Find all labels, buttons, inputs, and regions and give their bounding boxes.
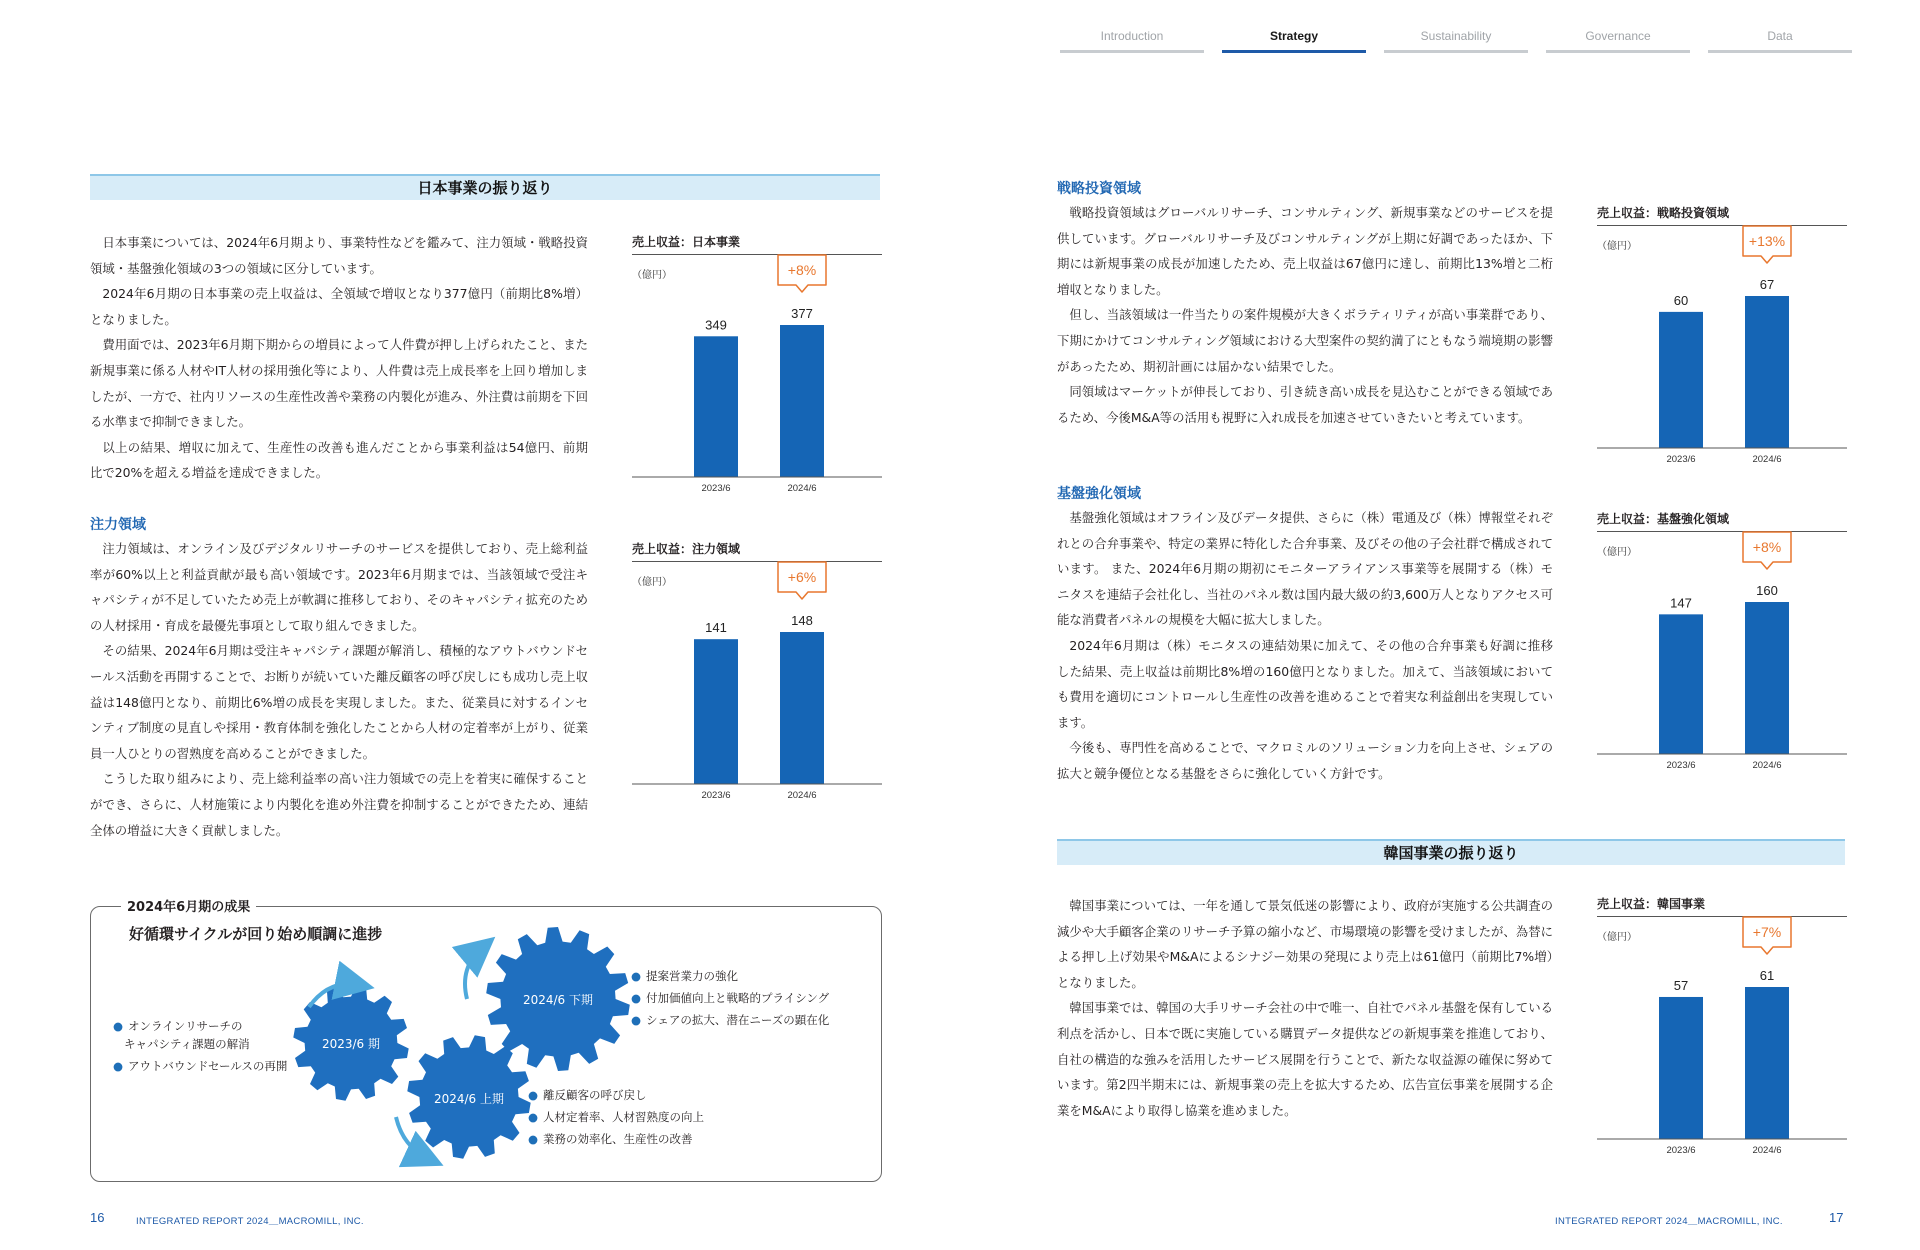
growth-badge-label: +7% [1752, 924, 1782, 940]
gear-label-2023: 2023/6 期 [321, 1037, 381, 1051]
paragraph: 基盤強化領域はオフライン及びデータ提供、さらに（株）電通及び（株）博報堂それぞれとの合弁事業や、特定の業界に特化した合弁事業、及びその他の子会社群で構成されています。 また、2024年6月期の期初にモニターアライアンス事業等を展開する（株）モニタスを連結子会社化し、当社のパネル数は国内最大級の約3,600万人となりアクセス可能な消費者パネルの規模を大幅に拡大しました。 [1057, 510, 1553, 628]
bar-2023-6 [1659, 997, 1703, 1139]
paragraph: 費用面では、2023年6月期下期からの増員によって人件費が押し上げられたこと、また新規事業に係る人材やIT人材の採用強化等により、人件費は売上成長率を上回り増加しましたが、一方で、社内リソースの生産性改善や業務の内製化が進み、外注費は前期を下回る水準まで抑制できました。 [90, 337, 588, 430]
results-box [90, 900, 882, 1182]
paragraph: 以上の結果、増収に加えて、生産性の改善も進んだことから事業利益は54億円、前期比で20%を超える増益を達成できました。 [90, 439, 588, 481]
bar-2024-6 [780, 325, 824, 477]
focus-heading: 注力領域 [90, 517, 146, 533]
bar-2023-6 [694, 639, 738, 784]
tab-governance[interactable]: Governance [1546, 28, 1690, 53]
chart-title: 売上収益：基盤強化領域 [1597, 512, 1730, 526]
chart-title: 売上収益：注力領域 [632, 542, 741, 556]
gear-label-2024-h2: 2024/6 下期 [522, 993, 594, 1007]
chart-title: 売上収益：韓国事業 [1597, 897, 1706, 911]
chart-korea [1597, 895, 1847, 1165]
paragraph: 日本事業については、2024年6月期より、事業特性などを鑑みて、注力領域・戦略投資領域・基盤強化領域の3つの領域に区分しています。 [90, 235, 588, 276]
chart-title: 売上収益：日本事業 [632, 235, 741, 249]
bar-value-label: 141 [705, 620, 727, 636]
list-item: キャパシティ課題の解消 [124, 1037, 250, 1051]
growth-badge-label: +8% [1752, 539, 1782, 555]
korea-body [1057, 893, 1553, 1123]
bar-value-label: 61 [1759, 968, 1775, 983]
category-label: 2023/6 [701, 790, 731, 801]
list-item: ● アウトバウンドセールスの再開 [113, 1059, 288, 1073]
japan-section-banner: 日本事業の振り返り [90, 174, 880, 200]
bullets-mid [528, 1084, 704, 1150]
bar-chart [1597, 895, 1847, 1165]
paragraph: 韓国事業については、一年を通して景気低迷の影響により、政府が実施する公共調査の減少や大手顧客企業のリサーチ予算の縮小など、市場環境の影響を受けましたが、為替による押し上げ効果やM&Aによるシナジー効果の発現により売上は61億円（前期比7%増）となりました。 [1057, 898, 1553, 990]
growth-badge-label: +8% [787, 262, 817, 278]
japan-body [90, 230, 588, 486]
bar-value-label: 377 [791, 306, 813, 321]
category-label: 2024/6 [787, 790, 817, 801]
bar-2024-6 [780, 632, 824, 784]
category-label: 2023/6 [1666, 1145, 1696, 1156]
tab-strategy[interactable]: Strategy [1222, 28, 1366, 53]
bar-2023-6 [694, 336, 738, 477]
tab-sustainability[interactable]: Sustainability [1384, 28, 1528, 53]
bar-value-label: 148 [791, 613, 813, 628]
bar-chart [632, 233, 882, 503]
bar-value-label: 60 [1673, 292, 1689, 308]
paragraph: こうした取り組みにより、売上総利益率の高い注力領域での売上を着実に確保することができ、さらに、人材施策により内製化を進め外注費を抑制することができたため、連結全体の増益に大きく貢献しました。 [90, 771, 588, 838]
bar-value-label: 160 [1756, 583, 1778, 598]
chart-strategic [1597, 204, 1847, 474]
chart-unit: （億円） [1597, 547, 1637, 558]
list-item: ● 付加価値向上と戦略的プライシング [631, 991, 830, 1005]
results-box-subtitle: 好循環サイクルが回り始め順調に進捗 [129, 925, 383, 943]
list-item: ● 離反顧客の呼び戻し [528, 1088, 647, 1102]
paragraph: 注力領域は、オンライン及びデジタルリサーチのサービスを提供しており、売上総利益率が60%以上と利益貢献が最も高い領域です。2023年6月期までは、当該領域で受注キャパシティが不足していたため売上が軟調に推移しており、そのキャパシティ拡充のための人材採用・育成を最優先事項として取り組んできました。 [90, 541, 588, 633]
page-number-right: 17 [1829, 1210, 1844, 1225]
strategic-heading: 戦略投資領域 [1057, 181, 1141, 197]
category-label: 2024/6 [1752, 454, 1782, 465]
section-nav [1060, 28, 1852, 50]
paragraph: 2024年6月期は（株）モニタスの連結効果に加えて、その他の合弁事業も好調に推移した結果、売上収益は前期比8%増の160億円となりました。加えて、当該領域においても費用を適切にコントロールし生産性の改善を進めることで着実な利益創出を実現しています。 [1057, 637, 1553, 730]
paragraph: 2024年6月期の日本事業の売上収益は、全領域で増収となり377億円（前期比8%増）となりました。 [90, 286, 588, 327]
foundation-body [1057, 505, 1553, 787]
category-label: 2024/6 [1752, 760, 1782, 771]
bullets-left [113, 1015, 287, 1077]
bar-2023-6 [1659, 312, 1703, 448]
bar-2023-6 [1659, 614, 1703, 754]
cycle-arrow-2 [465, 947, 483, 999]
tab-introduction[interactable]: Introduction [1060, 28, 1204, 53]
chart-title: 売上収益：戦略投資領域 [1597, 206, 1730, 220]
tab-data[interactable]: Data [1708, 28, 1852, 53]
category-label: 2024/6 [1752, 1145, 1782, 1156]
category-label: 2024/6 [787, 483, 817, 494]
bar-value-label: 57 [1673, 977, 1689, 993]
category-label: 2023/6 [1666, 760, 1696, 771]
list-item: ● 提案営業力の強化 [631, 969, 739, 983]
paragraph: その結果、2024年6月期は受注キャパシティ課題が解消し、積極的なアウトバウンドセールス活動を再開することで、お断りが続いていた離反顧客の呼び戻しにも成功し売上収益は148億円となり、前期比6%増の成長を実現しました。また、従業員に対するインセンティブ制度の見直しや採用・教育体制を強化したことから人材の定着率が上がり、従業員一人ひとりの習熟度を高めることができました。 [90, 643, 588, 761]
paragraph: 但し、当該領域は一件当たりの案件規模が大きくボラティリティが高い事業群であり、下期にかけてコンサルティング領域における大型案件の契約満了にともなう端境期の影響があったため、期初計画には届かない結果でした。 [1057, 307, 1553, 374]
gear-label-2024-h1: 2024/6 上期 [433, 1092, 505, 1106]
focus-body [90, 536, 588, 843]
list-item: ● 人材定着率、人材習熟度の向上 [528, 1110, 705, 1124]
page-number-left: 16 [90, 1210, 105, 1225]
chart-foundation [1597, 510, 1847, 780]
bar-chart [632, 540, 882, 810]
strategic-body [1057, 200, 1553, 430]
foundation-heading: 基盤強化領域 [1057, 486, 1141, 502]
list-item: ● オンラインリサーチの [113, 1019, 243, 1033]
korea-section-banner: 韓国事業の振り返り [1057, 839, 1845, 865]
paragraph: 今後も、専門性を高めることで、マクロミルのソリューション力を向上させ、シェアの拡大と競争優位となる基盤をさらに強化していく方針です。 [1057, 740, 1553, 781]
chart-focus [632, 540, 882, 810]
bar-value-label: 67 [1759, 277, 1775, 292]
bar-chart [1597, 204, 1847, 474]
chart-unit: （億円） [632, 577, 672, 588]
bar-value-label: 147 [1670, 595, 1692, 611]
results-box-label: 2024年6月期の成果 [121, 896, 256, 915]
footer-left: INTEGRATED REPORT 2024＿MACROMILL, INC. [136, 1216, 364, 1227]
category-label: 2023/6 [1666, 454, 1696, 465]
list-item: ● シェアの拡大、潜在ニーズの顕在化 [631, 1013, 830, 1027]
bar-value-label: 349 [705, 317, 727, 333]
paragraph: 戦略投資領域はグローバルリサーチ、コンサルティング、新規事業などのサービスを提供しています。グローバルリサーチ及びコンサルティングが上期に好調であったほか、下期には新規事業の成長が加速したため、売上収益は67億円に達し、前期比13%増と二桁増収となりました。 [1057, 205, 1553, 297]
chart-unit: （億円） [632, 270, 672, 281]
footer-right: INTEGRATED REPORT 2024＿MACROMILL, INC. [1555, 1216, 1783, 1227]
bar-2024-6 [1745, 987, 1789, 1139]
category-label: 2023/6 [701, 483, 731, 494]
chart-unit: （億円） [1597, 932, 1637, 943]
list-item: ● 業務の効率化、生産性の改善 [528, 1132, 693, 1146]
growth-badge-label: +6% [787, 569, 817, 585]
bar-2024-6 [1745, 296, 1789, 448]
growth-badge-label: +13% [1748, 233, 1786, 249]
bar-chart [1597, 510, 1847, 780]
chart-unit: （億円） [1597, 241, 1637, 252]
paragraph: 韓国事業では、韓国の大手リサーチ会社の中で唯一、自社でパネル基盤を保有している利点を活かし、日本で既に実施している購買データ提供などの新規事業を推進しており、自社の構造的な強みを活用したサービス展開を行うことで、新たな収益源の確保に努めています。第2四半期末には、新規事業の売上を拡大するため、広告宣伝事業を展開する企業をM&Aにより取得し協業を進めました。 [1057, 1000, 1553, 1118]
cycle-arrow-3 [396, 1117, 429, 1159]
bar-2024-6 [1745, 602, 1789, 754]
paragraph: 同領域はマーケットが伸長しており、引き続き高い成長を見込むことができる領域であるため、今後M&A等の活用も視野に入れ成長を加速させていきたいと考えています。 [1057, 384, 1553, 425]
bullets-right [631, 965, 829, 1031]
chart-japan [632, 233, 882, 503]
